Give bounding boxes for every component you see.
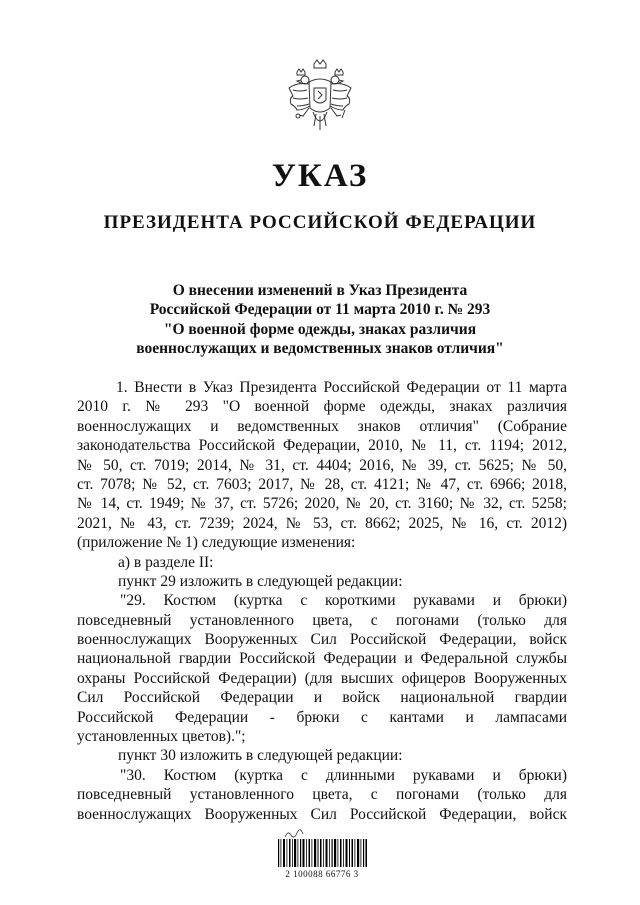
body-line: "29. Костюм (куртка с короткими рукавами и брюки) [120,592,567,610]
body-line: "30. Костюм (куртка с длинными рукавами и брюки) [120,766,567,784]
body-line: Российской Федерации - брюки с кантами и лампасами [77,708,567,726]
issuer-title: ПРЕЗИДЕНТА РОССИЙСКОЙ ФЕДЕРАЦИИ [103,212,537,233]
document-body [77,378,567,824]
body-line: 1. Внести в Указ Президента Российской Федерации от 11 марта [116,379,567,396]
body-line: охраны Российской Федерации) (для высших офицеров Вооруженных [77,669,567,687]
body-line: Сил Российской Федерации и войск национальной гвардии [77,689,567,707]
body-line: 2010 г. № 293 "О военной форме одежды, знаках различия [77,398,567,416]
body-line: № 50, ст. 7019; 2014, № 31, ст. 4404; 2016, № 39, ст. 5625; № 50, [77,456,567,474]
body-line: (приложение № 1) следующие изменения: [77,534,356,552]
title-line: О внесении изменений в Указ Президента [172,282,468,299]
body-line: а) в разделе II: [118,553,214,571]
body-line: повседневный установленного цвета, с погонами (только для [77,611,567,629]
body-line: военнослужащих Вооруженных Сил Российской Федерации, войск [77,805,567,823]
signature-icon [284,829,304,839]
title-line: военнослужащих и ведомственных знаков отличия" [136,340,504,358]
document-type: УКАЗ [271,158,369,194]
title-line: "О военной форме одежды, знаках различия [163,320,477,338]
barcode-icon [276,839,368,867]
body-line: пункт 29 изложить в следующей редакции: [118,572,403,590]
body-line: национальной гвардии Российской Федерации и Федеральной службы [77,650,567,668]
coat-of-arms-icon [283,58,357,140]
body-line: пункт 30 изложить в следующей редакции: [118,747,403,765]
body-line: установленных цветов)."; [77,728,246,746]
body-line: законодательства Российской Федерации, 2010, № 11, ст. 1194; 2012, [77,437,567,455]
body-line: повседневный установленного цвета, с погонами (только для [77,786,567,804]
barcode-number: 2 100088 66776 3 [285,869,359,879]
title-line: Российской Федерации от 11 марта 2010 г. № 293 [149,301,491,319]
body-line: военнослужащих и ведомственных знаков отличия" (Собрание [77,417,567,435]
body-line: № 14, ст. 1949; № 37, ст. 5726; 2020, № 20, ст. 3160; № 32, ст. 5258; [77,495,567,513]
body-line: 2021, № 43, ст. 7239; 2024, № 53, ст. 8662; 2025, № 16, ст. 2012) [77,514,567,532]
body-line: ст. 7078; № 52, ст. 7603; 2017, № 28, ст. 4121; № 47, ст. 6966; 2018, [77,475,567,493]
document-title [80,281,560,359]
body-line: военнослужащих Вооруженных Сил Российской Федерации, войск [77,631,567,649]
